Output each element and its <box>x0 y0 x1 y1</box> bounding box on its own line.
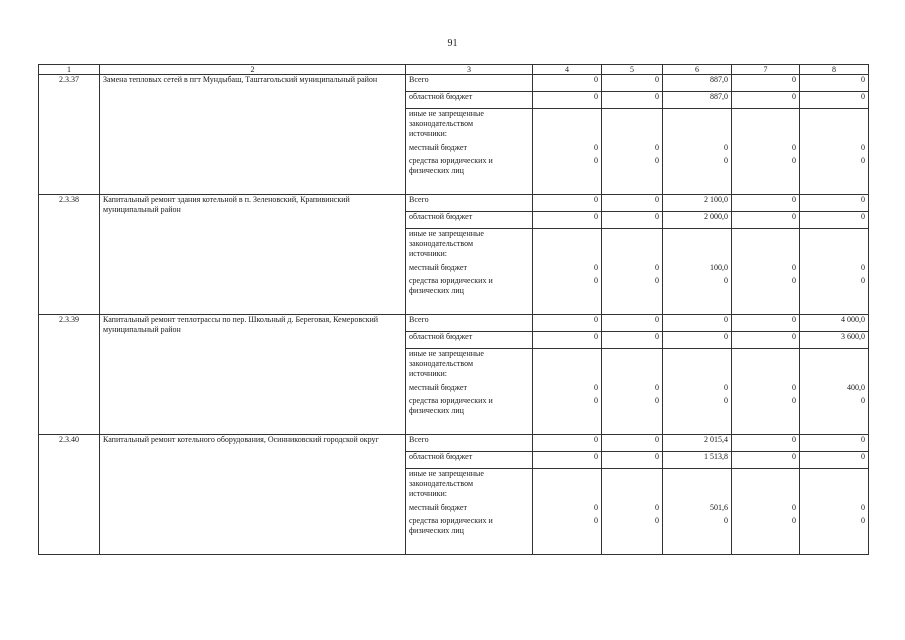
source-label-other-line1: иные не запрещенные <box>409 229 484 238</box>
legal-persons-value: 0 <box>861 396 865 405</box>
value-cell: 0 <box>533 75 602 92</box>
local-budget-value: 0 <box>724 383 728 392</box>
value-cell: 0 <box>602 332 663 349</box>
legal-persons-value: 0 <box>724 516 728 525</box>
value-cell: 2 015,4 <box>663 435 732 452</box>
source-label-legal-line1: средства юридических и <box>409 516 493 525</box>
source-label-other <box>406 229 533 315</box>
header-col-2: 2 <box>100 65 406 75</box>
budget-table <box>38 64 869 555</box>
value-cell: 0 <box>533 332 602 349</box>
local-budget-value: 100,0 <box>710 263 728 272</box>
value-cell-stack <box>602 109 663 195</box>
value-cell: 887,0 <box>663 75 732 92</box>
value-cell: 0 <box>663 332 732 349</box>
header-col-6: 6 <box>663 65 732 75</box>
value-cell: 0 <box>732 452 800 469</box>
value-cell-stack <box>732 469 800 555</box>
local-budget-value: 0 <box>594 383 598 392</box>
legal-persons-value: 0 <box>792 156 796 165</box>
legal-persons-value: 0 <box>655 156 659 165</box>
legal-persons-value: 0 <box>861 276 865 285</box>
value-cell: 0 <box>602 452 663 469</box>
local-budget-value: 0 <box>792 383 796 392</box>
item-code: 2.3.38 <box>39 195 100 315</box>
table-row-total <box>39 435 869 452</box>
value-cell: 0 <box>800 75 869 92</box>
legal-persons-value: 0 <box>655 396 659 405</box>
source-label-local: местный бюджет <box>409 263 467 272</box>
value-cell: 0 <box>732 75 800 92</box>
value-cell-stack <box>663 469 732 555</box>
source-label-regional: областной бюджет <box>406 452 533 469</box>
value-cell-stack <box>663 109 732 195</box>
source-label-other-line1: иные не запрещенные <box>409 109 484 118</box>
value-cell-stack <box>602 349 663 435</box>
value-cell-stack <box>533 469 602 555</box>
item-name: Замена тепловых сетей в пгт Мундыбаш, Таштагольский муниципальный район <box>100 75 406 195</box>
value-cell: 0 <box>800 435 869 452</box>
local-budget-value: 0 <box>792 263 796 272</box>
value-cell: 0 <box>732 332 800 349</box>
table-header <box>39 65 869 75</box>
value-cell: 0 <box>732 435 800 452</box>
value-cell: 0 <box>533 92 602 109</box>
value-cell: 0 <box>533 315 602 332</box>
source-label-regional: областной бюджет <box>406 332 533 349</box>
local-budget-value: 0 <box>655 383 659 392</box>
legal-persons-value: 0 <box>792 276 796 285</box>
item-code: 2.3.39 <box>39 315 100 435</box>
value-cell: 887,0 <box>663 92 732 109</box>
item-name: Капитальный ремонт котельного оборудования, Осинниковский городской округ <box>100 435 406 555</box>
source-label-other-line3: источники: <box>409 249 447 258</box>
source-label-other-line3: источники: <box>409 489 447 498</box>
value-cell: 0 <box>732 195 800 212</box>
value-cell-stack <box>732 349 800 435</box>
value-cell-stack <box>663 229 732 315</box>
legal-persons-value: 0 <box>594 516 598 525</box>
source-label-legal-line1: средства юридических и <box>409 276 493 285</box>
value-cell-stack <box>602 469 663 555</box>
value-cell: 0 <box>602 212 663 229</box>
legal-persons-value: 0 <box>594 156 598 165</box>
source-label-other-line2: законодательством <box>409 359 474 368</box>
value-cell-stack <box>732 109 800 195</box>
value-cell: 0 <box>800 212 869 229</box>
source-label-other <box>406 349 533 435</box>
source-label-legal-line1: средства юридических и <box>409 396 493 405</box>
legal-persons-value: 0 <box>724 396 728 405</box>
source-label-other <box>406 109 533 195</box>
value-cell: 0 <box>602 315 663 332</box>
source-label-other-line3: источники: <box>409 129 447 138</box>
header-col-5: 5 <box>602 65 663 75</box>
value-cell: 0 <box>602 195 663 212</box>
source-label-other-line3: источники: <box>409 369 447 378</box>
legal-persons-value: 0 <box>594 276 598 285</box>
table-row-total <box>39 315 869 332</box>
value-cell-stack <box>800 469 869 555</box>
value-cell: 2 100,0 <box>663 195 732 212</box>
item-name: Капитальный ремонт здания котельной в п. Зеленовский, Крапивинский муниципальный район <box>100 195 406 315</box>
source-label-other-line1: иные не запрещенные <box>409 469 484 478</box>
value-cell: 0 <box>800 452 869 469</box>
value-cell: 1 513,8 <box>663 452 732 469</box>
source-label-total: Всего <box>406 435 533 452</box>
local-budget-value: 0 <box>792 503 796 512</box>
local-budget-value: 400,0 <box>847 383 865 392</box>
value-cell: 0 <box>602 92 663 109</box>
value-cell: 0 <box>602 75 663 92</box>
legal-persons-value: 0 <box>655 276 659 285</box>
legal-persons-value: 0 <box>655 516 659 525</box>
table-row-total <box>39 195 869 212</box>
source-label-local: местный бюджет <box>409 143 467 152</box>
source-label-local: местный бюджет <box>409 383 467 392</box>
value-cell: 2 000,0 <box>663 212 732 229</box>
value-cell: 0 <box>800 195 869 212</box>
legal-persons-value: 0 <box>861 156 865 165</box>
header-col-4: 4 <box>533 65 602 75</box>
header-col-1: 1 <box>39 65 100 75</box>
value-cell-stack <box>533 349 602 435</box>
local-budget-value: 0 <box>792 143 796 152</box>
source-label-local: местный бюджет <box>409 503 467 512</box>
source-label-total: Всего <box>406 195 533 212</box>
legal-persons-value: 0 <box>792 516 796 525</box>
header-col-7: 7 <box>732 65 800 75</box>
source-label-total: Всего <box>406 75 533 92</box>
local-budget-value: 0 <box>861 263 865 272</box>
source-label-legal-line2: физических лиц <box>409 406 464 415</box>
source-label-other-line2: законодательством <box>409 479 474 488</box>
value-cell-stack <box>663 349 732 435</box>
value-cell-stack <box>800 109 869 195</box>
source-label-legal-line2: физических лиц <box>409 526 464 535</box>
local-budget-value: 0 <box>724 143 728 152</box>
page-number: 91 <box>447 38 458 49</box>
source-label-other-line2: законодательством <box>409 239 474 248</box>
item-code: 2.3.40 <box>39 435 100 555</box>
legal-persons-value: 0 <box>724 156 728 165</box>
value-cell-stack <box>533 109 602 195</box>
source-label-legal-line2: физических лиц <box>409 286 464 295</box>
local-budget-value: 0 <box>594 263 598 272</box>
local-budget-value: 0 <box>861 503 865 512</box>
source-label-legal-line2: физических лиц <box>409 166 464 175</box>
local-budget-value: 501,6 <box>710 503 728 512</box>
source-label-other-line1: иные не запрещенные <box>409 349 484 358</box>
source-label-other <box>406 469 533 555</box>
value-cell-stack <box>602 229 663 315</box>
local-budget-value: 0 <box>861 143 865 152</box>
value-cell: 0 <box>663 315 732 332</box>
legal-persons-value: 0 <box>724 276 728 285</box>
legal-persons-value: 0 <box>792 396 796 405</box>
value-cell-stack <box>533 229 602 315</box>
legal-persons-value: 0 <box>594 396 598 405</box>
value-cell: 3 600,0 <box>800 332 869 349</box>
value-cell: 0 <box>533 435 602 452</box>
table-body <box>39 75 869 555</box>
source-label-regional: областной бюджет <box>406 92 533 109</box>
item-name: Капитальный ремонт теплотрассы по пер. Школьный д. Береговая, Кемеровский муниципальный район <box>100 315 406 435</box>
value-cell: 0 <box>533 195 602 212</box>
source-label-total: Всего <box>406 315 533 332</box>
value-cell: 0 <box>533 212 602 229</box>
local-budget-value: 0 <box>655 503 659 512</box>
local-budget-value: 0 <box>594 143 598 152</box>
value-cell: 0 <box>800 92 869 109</box>
source-label-regional: областной бюджет <box>406 212 533 229</box>
legal-persons-value: 0 <box>861 516 865 525</box>
table-row-total <box>39 75 869 92</box>
header-col-3: 3 <box>406 65 533 75</box>
source-label-legal-line1: средства юридических и <box>409 156 493 165</box>
value-cell: 0 <box>732 315 800 332</box>
item-code: 2.3.37 <box>39 75 100 195</box>
source-label-other-line2: законодательством <box>409 119 474 128</box>
local-budget-value: 0 <box>655 263 659 272</box>
header-col-8: 8 <box>800 65 869 75</box>
local-budget-value: 0 <box>655 143 659 152</box>
value-cell: 0 <box>732 92 800 109</box>
value-cell-stack <box>800 349 869 435</box>
value-cell-stack <box>800 229 869 315</box>
value-cell: 0 <box>533 452 602 469</box>
value-cell: 0 <box>732 212 800 229</box>
value-cell: 4 000,0 <box>800 315 869 332</box>
value-cell: 0 <box>602 435 663 452</box>
value-cell-stack <box>732 229 800 315</box>
local-budget-value: 0 <box>594 503 598 512</box>
